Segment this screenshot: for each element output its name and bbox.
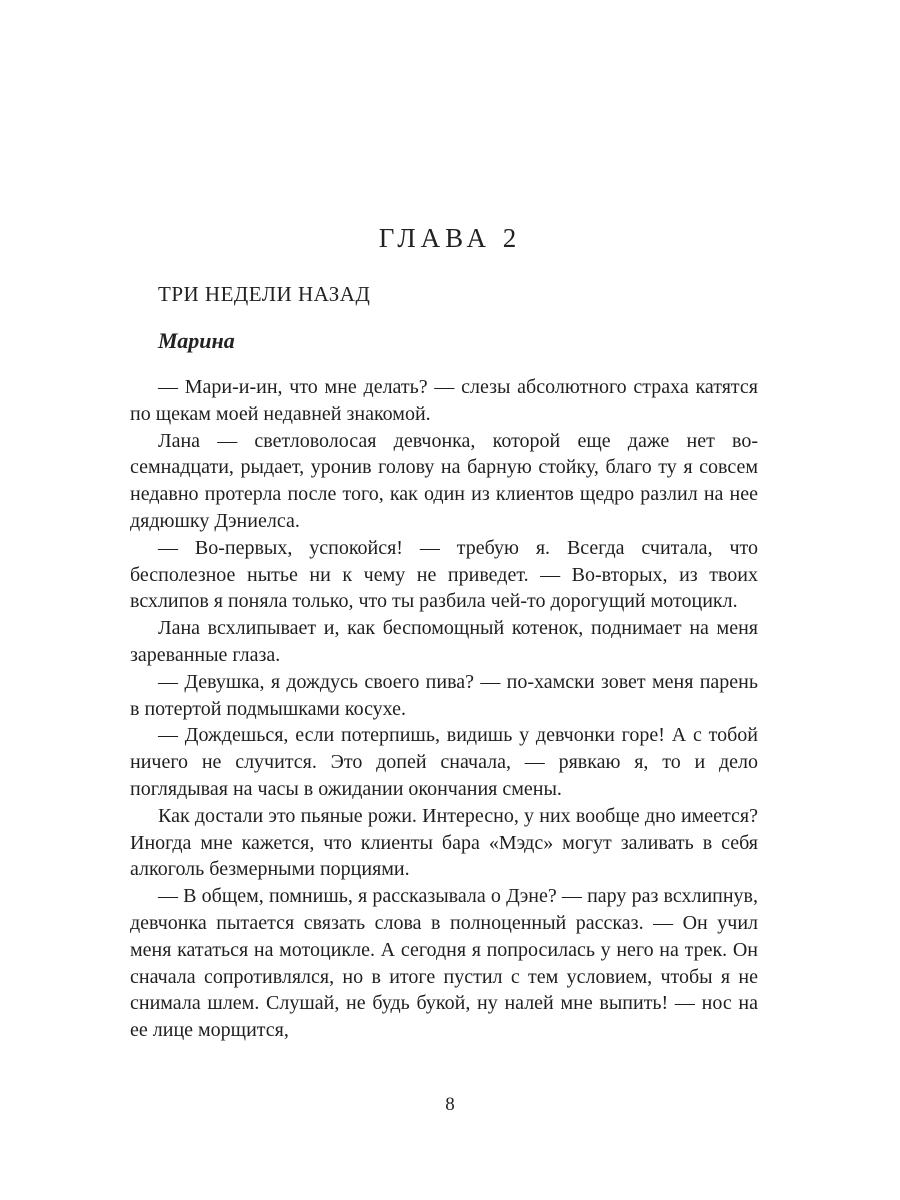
paragraph: — Дождешься, если потерпишь, видишь у девчонки горе! А с тобой ничего не случится. Это допей сначала, — рявкаю я, то и дело поглядывая на часы в ожидании окончания смены.	[130, 724, 758, 800]
paragraph: Лана — светловолосая девчонка, которой еще даже нет восемнадцати, рыдает, уронив голову на барную стойку, благо ту я совсем недавно протерла после того, как один из клиентов щедро разлил на нее дядюшку Дэниелса.	[130, 429, 758, 532]
time-marker: ТРИ НЕДЕЛИ НАЗАД	[158, 282, 371, 306]
narrator-name: Марина	[158, 328, 235, 353]
paragraph: — Девушка, я дождусь своего пива? — по-хамски зовет меня парень в потертой подмышками косухе.	[130, 670, 758, 720]
paragraph: Лана всхлипывает и, как беспомощный котенок, поднимает на меня зареванные глаза.	[130, 617, 758, 666]
paragraph: Как достали это пьяные рожи. Интересно, у них вообще дно имеется? Иногда мне кажется, что клиенты бара «Мэдс» могут заливать в себя алкоголь безмерными порциями.	[130, 804, 758, 881]
paragraph: — В общем, помнишь, я рассказывала о Дэне? — пару раз всхлипнув, девчонка пытается связать слова в полноценный рассказ. — Он учил меня кататься на мотоцикле. А сегодня я попросилась у него на трек. Он сначала сопротивлялся, но в итоге пустил с тем условием, чтобы я не снимала шлем. Слушай, не будь букой, ну налей мне выпить! — нос на ее лице морщится,	[130, 885, 758, 1042]
body-text	[130, 374, 758, 1044]
paragraph: — Мари-и-ин, что мне делать? — слезы абсолютного страха катятся по щекам моей недавней знакомой.	[130, 376, 758, 425]
paragraph: — Во-первых, успокойся! — требую я. Всегда считала, что бесполезное нытье ни к чему не приведет. — Во-вторых, из твоих всхлипов я поняла только, что ты разбила чей-то дорогущий мотоцикл.	[130, 536, 758, 613]
chapter-title: ГЛАВА 2	[378, 223, 522, 253]
page-number: 8	[445, 1094, 455, 1115]
